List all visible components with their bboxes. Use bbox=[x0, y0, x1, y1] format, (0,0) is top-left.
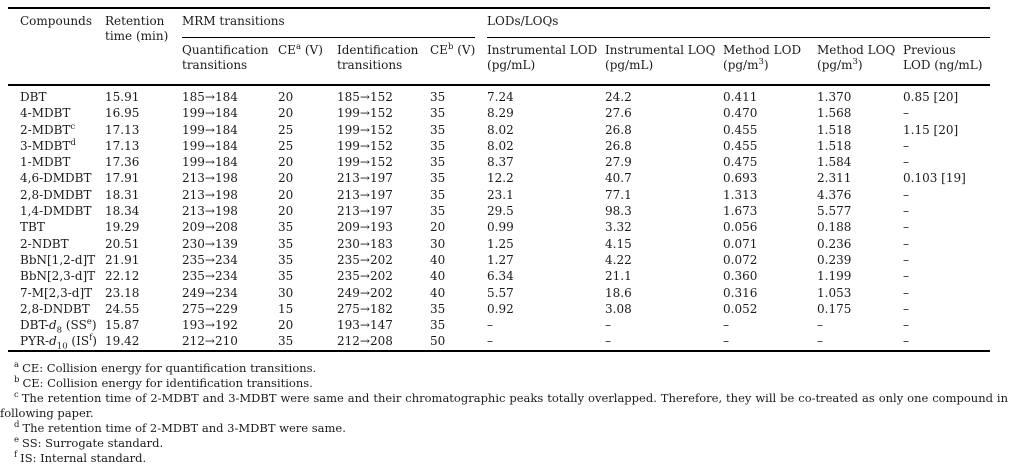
cell-method-lod: 0.455 bbox=[723, 122, 758, 137]
cell-instrumental-lod: 7.24 bbox=[487, 85, 605, 105]
cell-ce-quantification: 20 bbox=[278, 85, 337, 105]
cell-identification-transition: 230→183 bbox=[337, 236, 393, 251]
header-method-lod: Method LOD $(pg/m^3)$ bbox=[723, 43, 802, 72]
cell-ce-identification: 40 bbox=[430, 285, 446, 300]
cell-ce-identification: 35 bbox=[430, 204, 446, 219]
cell-instrumental-lod: 1.27 bbox=[487, 252, 514, 267]
cell-ce-quantification: 25 bbox=[278, 122, 294, 137]
cell-ce-identification: 35 bbox=[430, 155, 446, 170]
table-header bbox=[8, 8, 990, 85]
cell-instrumental-lod: – bbox=[487, 318, 494, 333]
cell-method-lod: – bbox=[723, 318, 730, 333]
cell-instrumental-loq: 26.8 bbox=[605, 138, 632, 153]
footnotes bbox=[0, 361, 1008, 466]
cell-ce-identification: 50 bbox=[430, 334, 446, 349]
cell-method-lod: 0.455 bbox=[723, 138, 758, 153]
cell-previous-lod: 1.15 [20] bbox=[903, 122, 959, 137]
cell-compound: 2-MDBT$^c$ bbox=[20, 121, 76, 137]
footnote-text: SS: Surrogate standard. bbox=[22, 435, 164, 450]
cell-method-loq: 1.370 bbox=[817, 85, 903, 105]
cell-quantification-transition: 213→198 bbox=[182, 187, 238, 202]
cell-retention-time: 17.36 bbox=[105, 155, 140, 170]
cell-identification-transition: 235→202 bbox=[337, 252, 393, 267]
cell-compound: DBT bbox=[8, 85, 105, 105]
table-row bbox=[8, 285, 990, 301]
table-row bbox=[8, 317, 990, 333]
cell-compound: 1-MDBT bbox=[20, 155, 71, 170]
cell-ce-identification: 35 bbox=[430, 187, 446, 202]
table-row bbox=[8, 301, 990, 317]
table-row bbox=[8, 252, 990, 268]
cell-method-loq: 0.188 bbox=[817, 220, 852, 235]
cell-retention-time: 15.91 bbox=[105, 85, 182, 105]
cell-method-loq: 4.376 bbox=[817, 187, 852, 202]
cell-quantification-transition: 199→184 bbox=[182, 138, 238, 153]
cell-method-lod: 0.052 bbox=[723, 301, 758, 316]
cell-method-loq: 1.584 bbox=[817, 155, 852, 170]
header-group-mrm-transitions bbox=[182, 8, 487, 38]
footnote-marker: f bbox=[14, 449, 18, 460]
cell-method-loq: 5.577 bbox=[817, 204, 852, 219]
cell-instrumental-lod: – bbox=[487, 334, 494, 349]
cell-quantification-transition: 199→184 bbox=[182, 106, 238, 121]
table-row bbox=[8, 138, 990, 154]
cell-compound: 2,8-DMDBT bbox=[20, 187, 92, 202]
cell-instrumental-loq: 98.3 bbox=[605, 204, 632, 219]
footnote-a bbox=[0, 361, 1008, 376]
mrm-group-label: MRM transitions bbox=[182, 14, 285, 28]
cell-ce-quantification: 35 bbox=[278, 220, 294, 235]
cell-retention-time: 24.55 bbox=[105, 301, 140, 316]
cell-identification-transition: 249→202 bbox=[337, 285, 393, 300]
cell-ce-quantification: 20 bbox=[278, 204, 294, 219]
cell-identification-transition: 213→197 bbox=[337, 204, 393, 219]
table-row bbox=[8, 170, 990, 186]
header-group-row bbox=[8, 8, 990, 38]
cell-quantification-transition: 193→192 bbox=[182, 318, 238, 333]
lods-group-rule bbox=[487, 14, 990, 38]
cell-method-loq: – bbox=[817, 334, 824, 349]
cell-quantification-transition: 235→234 bbox=[182, 269, 238, 284]
table-row bbox=[8, 219, 990, 235]
footnote-text: The retention time of 2-MDBT and 3-MDBT were same. bbox=[22, 420, 346, 435]
header-instrumental-loq: Instrumental LOQ (pg/mL) bbox=[605, 43, 716, 72]
table-body bbox=[8, 85, 990, 351]
cell-quantification-transition: 230→139 bbox=[182, 236, 238, 251]
footnote-b bbox=[0, 376, 1008, 391]
cell-instrumental-lod: 1.25 bbox=[487, 236, 514, 251]
cell-identification-transition: 213→197 bbox=[337, 171, 393, 186]
footnote-marker: a bbox=[14, 359, 20, 370]
cell-previous-lod: – bbox=[903, 187, 910, 202]
cell-quantification-transition: 235→234 bbox=[182, 252, 238, 267]
cell-instrumental-loq: 77.1 bbox=[605, 187, 632, 202]
footnote-text: CE: Collision energy for quantification transitions. bbox=[22, 360, 317, 375]
cell-instrumental-lod: 8.02 bbox=[487, 138, 514, 153]
cell-method-lod: 1.313 bbox=[723, 187, 758, 202]
footnote-e bbox=[0, 436, 1008, 451]
cell-previous-lod: – bbox=[903, 301, 910, 316]
cell-retention-time: 19.29 bbox=[105, 220, 140, 235]
cell-instrumental-lod: 5.57 bbox=[487, 285, 514, 300]
cell-ce-quantification: 15 bbox=[278, 301, 294, 316]
cell-method-loq: – bbox=[817, 318, 824, 333]
cell-instrumental-lod: 8.37 bbox=[487, 155, 514, 170]
cell-previous-lod: – bbox=[903, 155, 910, 170]
cell-previous-lod: – bbox=[903, 334, 910, 349]
cell-compound: 2,8-DNDBT bbox=[20, 301, 90, 316]
cell-ce-identification: 35 bbox=[430, 85, 487, 105]
cell-instrumental-loq: 21.1 bbox=[605, 269, 632, 284]
cell-instrumental-loq: 4.22 bbox=[605, 252, 632, 267]
cell-retention-time: 17.13 bbox=[105, 138, 140, 153]
cell-instrumental-lod: 0.92 bbox=[487, 301, 514, 316]
cell-instrumental-loq: 18.6 bbox=[605, 285, 632, 300]
cell-method-loq: 2.311 bbox=[817, 171, 852, 186]
cell-retention-time: 17.91 bbox=[105, 171, 140, 186]
cell-instrumental-loq: – bbox=[605, 318, 612, 333]
header-ce-quantification: $CE^a$ (V) bbox=[278, 42, 323, 57]
cell-method-lod: 0.360 bbox=[723, 269, 758, 284]
table-row bbox=[8, 333, 990, 350]
cell-quantification-transition: 249→234 bbox=[182, 285, 238, 300]
mrm-group-rule bbox=[182, 14, 475, 38]
footnote-marker: d bbox=[14, 419, 20, 430]
cell-instrumental-lod: 0.99 bbox=[487, 220, 514, 235]
cell-quantification-transition: 199→184 bbox=[182, 155, 238, 170]
cell-compound: BbN[2,3-d]T bbox=[20, 269, 96, 284]
cell-ce-quantification: 30 bbox=[278, 285, 294, 300]
cell-retention-time: 22.12 bbox=[105, 269, 140, 284]
cell-method-lod: – bbox=[723, 334, 730, 349]
footnote-marker: b bbox=[14, 374, 20, 385]
cell-identification-transition: 275→182 bbox=[337, 301, 393, 316]
cell-previous-lod: – bbox=[903, 252, 910, 267]
table-row bbox=[8, 122, 990, 138]
cell-previous-lod: – bbox=[903, 269, 910, 284]
cell-ce-identification: 35 bbox=[430, 138, 446, 153]
cell-retention-time: 21.91 bbox=[105, 252, 140, 267]
header-quantification-transitions: Quantification transitions bbox=[182, 43, 269, 72]
cell-retention-time: 23.18 bbox=[105, 285, 140, 300]
header-previous-lod: Previous LOD (ng/mL) bbox=[903, 43, 983, 72]
cell-compound: 7-M[2,3-d]T bbox=[20, 285, 93, 300]
cell-retention-time: 17.13 bbox=[105, 122, 140, 137]
footnote-text: The retention time of 2-MDBT and 3-MDBT were same and their chromatographic peaks totally overlapped. Therefore, they will be co-treated as only one compound in following paper. bbox=[0, 390, 1008, 420]
cell-retention-time: 16.95 bbox=[105, 106, 140, 121]
cell-ce-quantification: 35 bbox=[278, 269, 294, 284]
cell-identification-transition: 199→152 bbox=[337, 138, 393, 153]
cell-previous-lod: – bbox=[903, 204, 910, 219]
cell-ce-quantification: 20 bbox=[278, 106, 294, 121]
cell-identification-transition: 235→202 bbox=[337, 269, 393, 284]
cell-identification-transition: 199→152 bbox=[337, 122, 393, 137]
cell-previous-lod: 0.103 [19] bbox=[903, 171, 966, 186]
cell-method-lod: 0.056 bbox=[723, 220, 758, 235]
footnote-marker: e bbox=[14, 434, 20, 445]
cell-instrumental-loq: 26.8 bbox=[605, 122, 632, 137]
cell-instrumental-lod: 12.2 bbox=[487, 171, 514, 186]
cell-identification-transition: 185→152 bbox=[337, 85, 430, 105]
cell-retention-time: 20.51 bbox=[105, 236, 140, 251]
cell-ce-identification: 40 bbox=[430, 269, 446, 284]
footnote-text: IS: Internal standard. bbox=[20, 450, 147, 465]
footnote-text: CE: Collision energy for identification transitions. bbox=[22, 375, 313, 390]
footnote-f bbox=[0, 451, 1008, 466]
cell-ce-quantification: 25 bbox=[278, 138, 294, 153]
cell-ce-quantification: 35 bbox=[278, 252, 294, 267]
cell-instrumental-loq: 3.08 bbox=[605, 301, 632, 316]
cell-compound: 4-MDBT bbox=[20, 106, 71, 121]
cell-compound: 3-MDBT$^d$ bbox=[20, 137, 76, 153]
cell-compound: DBT-$d_8$ $(SS^e)$ bbox=[20, 317, 97, 336]
cell-ce-identification: 20 bbox=[430, 220, 446, 235]
cell-quantification-transition: 209→208 bbox=[182, 220, 238, 235]
cell-quantification-transition: 185→184 bbox=[182, 85, 278, 105]
header-ce-identification: $CE^b$ (V) bbox=[430, 42, 476, 57]
cell-quantification-transition: 199→184 bbox=[182, 122, 238, 137]
cell-compound: BbN[1,2-d]T bbox=[20, 252, 96, 267]
cell-previous-lod: – bbox=[903, 220, 910, 235]
cell-method-lod: 0.411 bbox=[723, 85, 817, 105]
table-row bbox=[8, 203, 990, 219]
cell-instrumental-loq: 27.6 bbox=[605, 106, 632, 121]
cell-compound: PYR-$d_{10}$ $(IS^f)$ bbox=[20, 333, 97, 352]
cell-identification-transition: 193→147 bbox=[337, 318, 393, 333]
cell-quantification-transition: 213→198 bbox=[182, 204, 238, 219]
cell-identification-transition: 199→152 bbox=[337, 155, 393, 170]
cell-ce-quantification: 20 bbox=[278, 155, 294, 170]
cell-retention-time: 19.42 bbox=[105, 334, 140, 349]
cell-instrumental-loq: 3.32 bbox=[605, 220, 632, 235]
cell-method-loq: 1.518 bbox=[817, 122, 852, 137]
cell-instrumental-loq: 4.15 bbox=[605, 236, 632, 251]
cell-identification-transition: 212→208 bbox=[337, 334, 393, 349]
cell-method-lod: 0.475 bbox=[723, 155, 758, 170]
cell-previous-lod: – bbox=[903, 138, 910, 153]
cell-method-loq: 1.053 bbox=[817, 285, 852, 300]
table-row bbox=[8, 187, 990, 203]
lods-group-label: LODs/LOQs bbox=[487, 14, 559, 28]
cell-ce-quantification: 20 bbox=[278, 187, 294, 202]
cell-previous-lod: – bbox=[903, 236, 910, 251]
header-identification-transitions: Identification transitions bbox=[337, 43, 419, 72]
header-retention-time: Retention time (min) bbox=[105, 14, 169, 43]
table-row bbox=[8, 268, 990, 284]
cell-quantification-transition: 213→198 bbox=[182, 171, 238, 186]
cell-ce-quantification: 20 bbox=[278, 171, 294, 186]
cell-ce-identification: 35 bbox=[430, 106, 446, 121]
cell-ce-quantification: 35 bbox=[278, 334, 294, 349]
cell-method-lod: 0.071 bbox=[723, 236, 758, 251]
cell-ce-identification: 35 bbox=[430, 171, 446, 186]
cell-method-lod: 0.470 bbox=[723, 106, 758, 121]
cell-method-loq: 1.518 bbox=[817, 138, 852, 153]
cell-previous-lod: – bbox=[903, 318, 910, 333]
cell-retention-time: 18.31 bbox=[105, 187, 140, 202]
cell-instrumental-lod: 8.29 bbox=[487, 106, 514, 121]
header-compounds: Compounds bbox=[20, 14, 92, 28]
cell-method-loq: 0.236 bbox=[817, 236, 852, 251]
cell-retention-time: 15.87 bbox=[105, 318, 140, 333]
cell-identification-transition: 213→197 bbox=[337, 187, 393, 202]
cell-ce-identification: 40 bbox=[430, 252, 446, 267]
cell-quantification-transition: 275→229 bbox=[182, 301, 238, 316]
header-instrumental-lod: Instrumental LOD (pg/mL) bbox=[487, 43, 598, 72]
table-row bbox=[8, 236, 990, 252]
cell-method-lod: 0.072 bbox=[723, 252, 758, 267]
cell-instrumental-lod: 23.1 bbox=[487, 187, 514, 202]
cell-ce-quantification: 20 bbox=[278, 318, 294, 333]
cell-instrumental-loq: 40.7 bbox=[605, 171, 632, 186]
cell-identification-transition: 199→152 bbox=[337, 106, 393, 121]
cell-identification-transition: 209→193 bbox=[337, 220, 393, 235]
cell-method-lod: 1.673 bbox=[723, 204, 758, 219]
cell-instrumental-loq: – bbox=[605, 334, 612, 349]
cell-method-loq: 0.175 bbox=[817, 301, 852, 316]
cell-ce-identification: 35 bbox=[430, 122, 446, 137]
cell-instrumental-loq: 27.9 bbox=[605, 155, 632, 170]
header-method-loq: Method LOQ $(pg/m^3)$ bbox=[817, 43, 896, 72]
cell-previous-lod: – bbox=[903, 285, 910, 300]
footnote-c bbox=[0, 391, 1008, 421]
footnote-marker: c bbox=[14, 389, 19, 400]
cell-instrumental-lod: 8.02 bbox=[487, 122, 514, 137]
footnote-d bbox=[0, 421, 1008, 436]
cell-ce-quantification: 35 bbox=[278, 236, 294, 251]
cell-method-loq: 1.568 bbox=[817, 106, 852, 121]
cell-method-loq: 0.239 bbox=[817, 252, 852, 267]
table-row bbox=[8, 105, 990, 121]
table-row bbox=[8, 154, 990, 170]
header-group-lods-loqs bbox=[487, 8, 990, 38]
cell-previous-lod: 0.85 [20] bbox=[903, 85, 990, 105]
cell-ce-identification: 35 bbox=[430, 301, 446, 316]
cell-retention-time: 18.34 bbox=[105, 204, 140, 219]
cell-compound: TBT bbox=[20, 220, 45, 235]
cell-ce-identification: 35 bbox=[430, 318, 446, 333]
cell-instrumental-lod: 6.34 bbox=[487, 269, 514, 284]
mrm-lod-table bbox=[8, 7, 990, 352]
cell-previous-lod: – bbox=[903, 106, 910, 121]
table-row bbox=[8, 85, 990, 105]
cell-method-lod: 0.316 bbox=[723, 285, 758, 300]
cell-instrumental-loq: 24.2 bbox=[605, 85, 723, 105]
cell-method-loq: 1.199 bbox=[817, 269, 852, 284]
cell-instrumental-lod: 29.5 bbox=[487, 204, 514, 219]
cell-compound: 4,6-DMDBT bbox=[20, 171, 92, 186]
cell-method-lod: 0.693 bbox=[723, 171, 758, 186]
cell-ce-identification: 30 bbox=[430, 236, 446, 251]
cell-compound: 1,4-DMDBT bbox=[20, 204, 92, 219]
cell-compound: 2-NDBT bbox=[20, 236, 69, 251]
cell-quantification-transition: 212→210 bbox=[182, 334, 238, 349]
